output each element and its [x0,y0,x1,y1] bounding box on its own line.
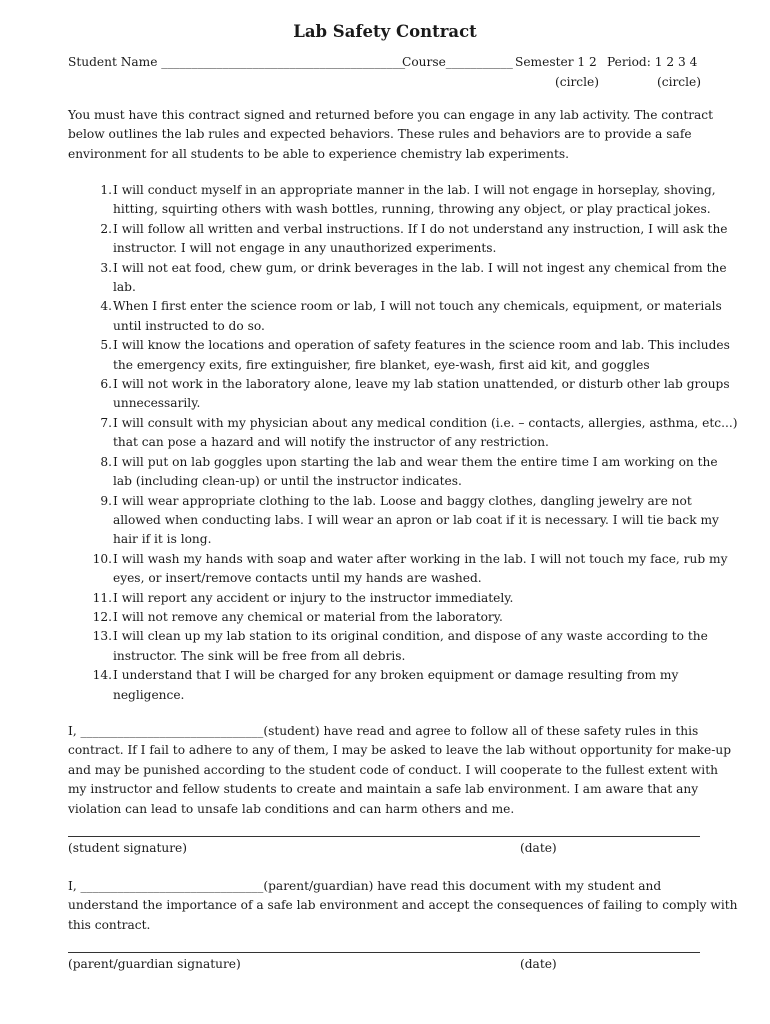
statement-line: and may be punished according to the student code of conduct. I will cooperate to the fullest extent with [68,762,718,777]
rule-text-line: hair if it is long. [113,532,212,547]
rule-text-line: I will wear appropriate clothing to the lab. Loose and baggy clothes, dangling jewelry are not [113,493,692,508]
rule-text-line: instructor. I will not engage in any unauthorized experiments. [113,241,497,256]
rule-number: 7. [100,415,112,430]
rule-text-line: I will clean up my lab station to its original condition, and dispose of any waste according to the [113,629,708,644]
intro-paragraph [68,106,714,164]
rule-text-line: I understand that I will be charged for any broken equipment or damage resulting from my [113,668,679,683]
period-field[interactable]: Period: 1 2 3 4 [607,55,698,69]
rule-item [68,336,730,375]
statement-line: understand the importance of a safe lab environment and accept the consequences of failing to comply with [68,898,738,913]
parent-signature-label: (parent/guardian signature) [68,957,241,971]
rule-text-line: until instructed to do so. [113,318,265,333]
rule-item [68,259,727,298]
rule-number: 6. [100,377,112,392]
rule-text-line: that can pose a hazard and will notify the instructor of any restriction. [113,435,549,450]
student-name-field[interactable]: Student Name ________________________________________ [68,55,406,69]
rule-number: 9. [100,493,112,508]
statement-line: violation can lead to unsafe lab conditions and can harm others and me. [68,801,515,816]
rule-number: 3. [100,260,112,275]
intro-line: below outlines the lab rules and expected behaviors. These rules and behaviors are to provide a safe [68,127,692,142]
rule-text-line: allowed when conducting labs. I will wear an apron or lab coat if it is necessary. I will tie back my [113,512,719,527]
intro-line: environment for all students to be able to experience chemistry lab experiments. [68,146,569,161]
rule-number: 5. [100,338,112,353]
rule-item [68,414,738,453]
rule-text-line: the emergency exits, fire extinguisher, fire blanket, eye-wash, first aid kit, and goggles [113,357,650,372]
semester-circle-hint: (circle) [555,75,599,89]
rule-text-line: I will know the locations and operation of safety features in the science room and lab. This includes [113,338,730,353]
rule-text-line: I will report any accident or injury to the instructor immediately. [113,590,514,605]
rule-text-line: I will not eat food, chew gum, or drink beverages in the lab. I will not ingest any chemical from the [113,260,727,275]
rule-text-line: lab (including clean-up) or until the instructor indicates. [113,474,462,489]
rule-number: 13. [92,629,112,644]
rule-item [68,627,718,666]
rule-item [68,666,718,705]
rule-text-line: lab. [113,280,136,295]
rule-item [68,181,718,220]
student-statement [68,722,732,819]
rule-text-line: I will wash my hands with soap and water after working in the lab. I will not touch my face, rub my [113,551,728,566]
rule-text-line: I will not work in the laboratory alone, leave my lab station unattended, or disturb other lab groups [113,377,730,392]
parent-statement [68,877,738,935]
rules-list [68,181,738,705]
parent-signature-line[interactable] [68,952,700,953]
statement-line: this contract. [68,917,151,932]
page-title: Lab Safety Contract [293,22,477,41]
student-signature-label: (student signature) [68,841,188,855]
rule-item [68,220,728,259]
rule-number: 10. [92,551,112,566]
rule-text-line: negligence. [113,687,185,702]
rule-item [68,589,718,608]
rule-number: 4. [100,299,112,314]
rule-text-line: eyes, or insert/remove contacts until my hands are washed. [113,571,482,586]
rule-item [68,608,718,627]
parent-date-label: (date) [520,957,557,971]
rule-number: 2. [100,221,112,236]
period-circle-hint: (circle) [657,75,701,89]
statement-line: I, ______________________________(parent/guardian) have read this document with my student and [68,879,662,893]
rule-item [68,453,718,492]
course-field[interactable]: Course___________ [402,55,513,69]
rule-number: 11. [92,590,112,605]
rule-item [68,492,718,550]
rule-text-line: I will conduct myself in an appropriate manner in the lab. I will not engage in horseplay, shoving, [113,183,716,197]
rule-text-line: instructor. The sink will be free from all debris. [113,648,406,663]
rule-text-line: I will follow all written and verbal instructions. If I do not understand any instruction, I will ask the [113,221,728,236]
student-signature-line[interactable] [68,836,700,837]
rule-number: 8. [100,454,112,469]
semester-field[interactable]: Semester 1 2 [515,55,597,69]
rule-number: 14. [92,668,112,683]
statement-line: my instructor and fellow students to create and maintain a safe lab environment. I am aware that any [68,782,699,797]
rule-number: 12. [92,609,112,624]
rule-number: 1. [100,183,112,197]
statement-line: contract. If I fail to adhere to any of them, I may be asked to leave the lab without opportunity for make-up [68,743,732,758]
rule-item [68,297,722,336]
rule-text-line: unnecessarily. [113,396,201,411]
rule-text-line: When I first enter the science room or lab, I will not touch any chemicals, equipment, or materials [113,299,722,314]
rule-text-line: I will not remove any chemical or material from the laboratory. [113,609,503,624]
rule-item [68,550,728,589]
student-date-label: (date) [520,841,557,855]
rule-text-line: I will put on lab goggles upon starting the lab and wear them the entire time I am working on the [113,454,718,469]
rule-text-line: hitting, squirting others with wash bottles, running, throwing any object, or play practical jokes. [113,202,711,217]
statement-line: I, ______________________________(student) have read and agree to follow all of these safety rules in this [68,724,699,738]
intro-line: You must have this contract signed and returned before you can engage in any lab activity. The contract [68,108,714,122]
rule-text-line: I will consult with my physician about any medical condition (i.e. – contacts, allergies, asthma, etc...) [113,415,738,430]
rule-item [68,375,730,414]
